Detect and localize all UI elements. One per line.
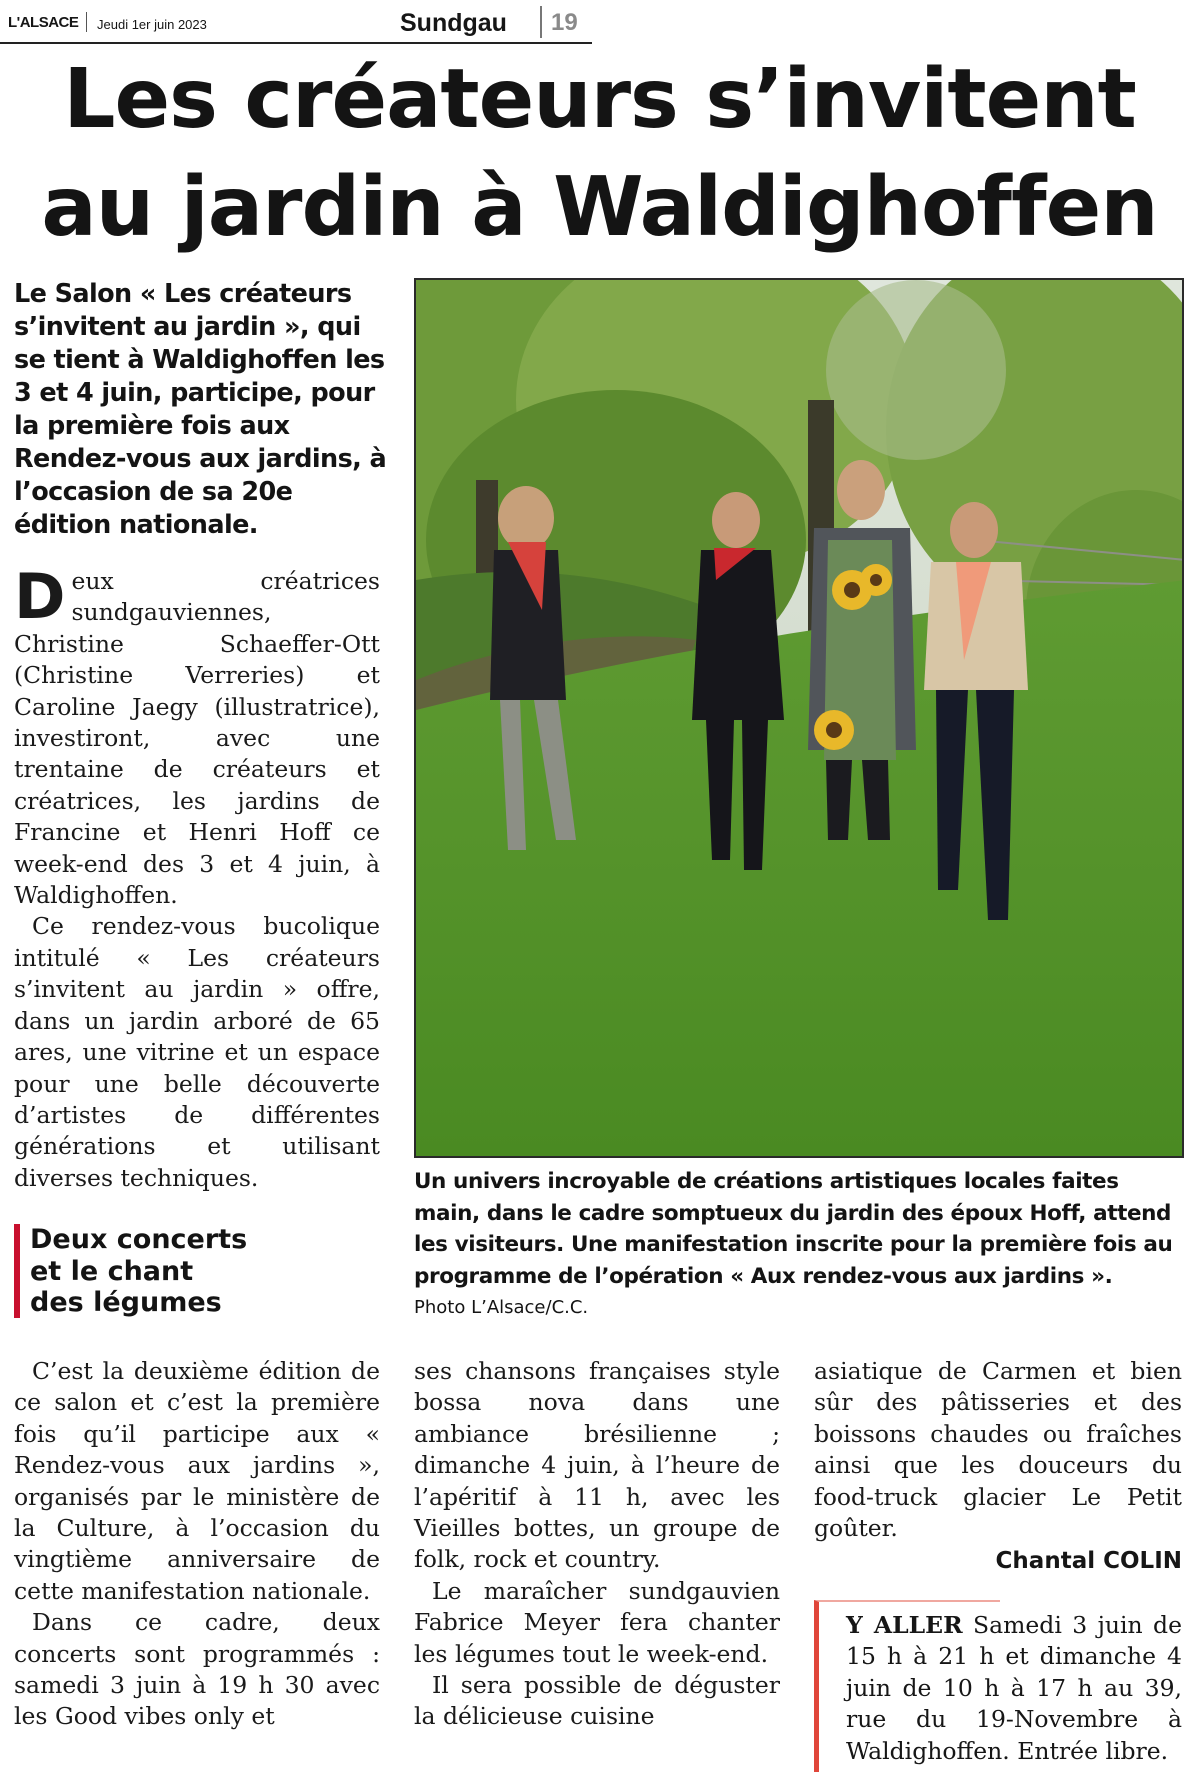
page-number-divider: [540, 6, 542, 38]
body-paragraph: Il sera possible de déguster la délicieuse cuisine: [414, 1671, 780, 1731]
practical-info-label: Y ALLER: [846, 1611, 963, 1639]
text-column-1: [14, 1356, 380, 1733]
body-paragraph: ses chansons françaises style bossa nova dans une ambiance brésilienne ; dimanche 4 juin, à l’heure de l’apéritif à 11 h, avec les Vieilles bottes, un groupe de folk, rock et country.: [414, 1357, 780, 1574]
article-standfirst: Le Salon « Les créateurs s’invitent au jardin », qui se tient à Waldighoffen les 3 et 4 juin, participe, pour la première fois aux Rendez-vous aux jardins, à l’occasion de sa 20e édition nationale.: [14, 279, 387, 540]
issue-date: Jeudi 1er juin 2023: [97, 17, 207, 32]
intro-paragraph-2: Ce rendez-vous bucolique intitulé « Les créateurs s’invitent au jardin » offre, dans un jardin arboré de 65 ares, une vitrine et un espace pour une belle découverte d’artistes de différentes générations et utilisant diverses techniques.: [14, 912, 380, 1192]
body-paragraph: Le maraîcher sundgauvien Fabrice Meyer fera chanter les légumes tout le week-end.: [414, 1576, 780, 1668]
text-column-3: [814, 1356, 1182, 1544]
masthead-divider: [86, 12, 87, 32]
author-signature: Chantal COLIN: [995, 1548, 1182, 1574]
subhead-accent-bar: [14, 1224, 20, 1318]
intro-text-column: [14, 560, 380, 1194]
article-photo: [414, 278, 1184, 1158]
body-paragraph: C’est la deuxième édition de ce salon et c’est la première fois qu’il participe aux « Rendez-vous aux jardins », organisés par le ministère de la Culture, à l’occasion du vingtième anniversaire de cette manifestation nationale.: [14, 1357, 380, 1605]
text-column-2: [414, 1356, 780, 1733]
subhead-line-3: des légumes: [30, 1287, 222, 1318]
body-paragraph: asiatique de Carmen et bien sûr des pâtisseries et des boissons chaudes ou fraîches ainsi que les douceurs du food-truck glacier Le Petit goûter.: [814, 1357, 1182, 1543]
subhead-line-2: et le chant: [30, 1255, 194, 1287]
photo-credit: Photo L’Alsace/C.C.: [414, 1297, 589, 1318]
practical-info-box: [846, 1610, 1182, 1767]
section-name: Sundgau: [400, 9, 507, 37]
article-headline: [0, 46, 1199, 262]
headline-line-2: au jardin à Waldighoffen: [41, 160, 1158, 255]
newspaper-logo: L'ALSACE: [8, 14, 79, 31]
article-subhead: [30, 1224, 360, 1319]
page-number: 19: [551, 9, 578, 36]
intro-paragraph-1: Deux créatrices sundgauviennes, Christine Schaeffer-Ott (Christine Verreries) et Caroline Jaegy (illustratrice), investiront, avec une trentaine de créateurs et créatrices, les jardins de Francine et Henri Hoff ce week-end des 3 et 4 juin, à Waldighoffen.: [14, 560, 380, 910]
garden-photo-illustration: [416, 280, 1184, 1158]
subhead-line-1: Deux concerts: [30, 1224, 248, 1255]
headline-line-1: Les créateurs s’invitent: [63, 52, 1136, 147]
practical-info-text: Samedi 3 juin de 15 h à 21 h et dimanche 4 juin de 10 h à 17 h au 39, rue du 19-Novembre à Waldighoffen. Entrée libre.: [846, 1611, 1182, 1765]
photo-caption: Un univers incroyable de créations artistiques locales faites main, dans le cadre somptueux du jardin des époux Hoff, attend les visiteurs. Une manifestation inscrite pour la première fois au programme de l’opération « Aux rendez-vous aux jardins ».: [414, 1169, 1173, 1289]
body-paragraph: Dans ce cadre, deux concerts sont programmés : samedi 3 juin à 19 h 30 avec les Good vibes only et: [14, 1608, 380, 1731]
